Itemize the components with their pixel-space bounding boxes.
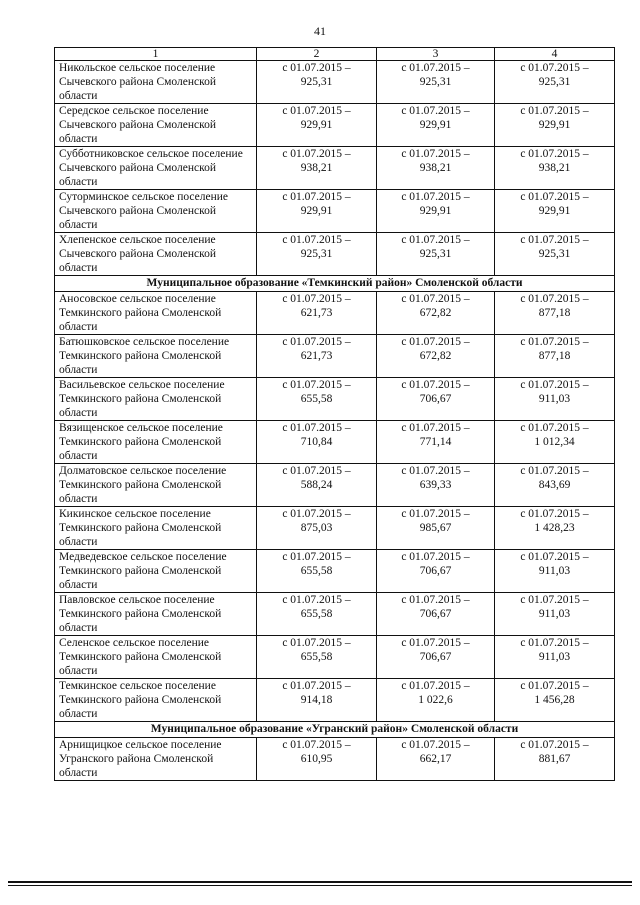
table-row xyxy=(55,190,615,233)
rate-cell-v4 xyxy=(495,593,615,636)
rate-start-date: с 01.07.2015 – xyxy=(520,594,589,606)
settlement-name: Середское сельское поселение Сычевского района Смоленской области xyxy=(55,104,257,147)
rate-cell-v3 xyxy=(377,61,495,104)
table-row xyxy=(55,104,615,147)
table-row xyxy=(55,507,615,550)
settlement-name: Хлепенское сельское поселение Сычевского района Смоленской области xyxy=(55,233,257,276)
rate-start-date: с 01.07.2015 – xyxy=(282,680,351,692)
settlement-name: Батюшковское сельское поселение Темкинского района Смоленской области xyxy=(55,335,257,378)
rate-value: 655,58 xyxy=(300,393,333,405)
table-header-row xyxy=(55,48,615,61)
rate-start-date: с 01.07.2015 – xyxy=(282,293,351,305)
rate-value: 655,58 xyxy=(300,565,333,577)
rate-start-date: с 01.07.2015 – xyxy=(520,148,589,160)
rate-start-date: с 01.07.2015 – xyxy=(282,105,351,117)
rate-cell-v4 xyxy=(495,104,615,147)
rate-start-date: с 01.07.2015 – xyxy=(520,336,589,348)
rate-cell-v4 xyxy=(495,636,615,679)
rate-value: 938,21 xyxy=(538,162,571,174)
rate-start-date: с 01.07.2015 – xyxy=(520,739,589,751)
rate-value: 1 428,23 xyxy=(534,522,575,534)
rate-value: 621,73 xyxy=(300,350,333,362)
rate-value: 639,33 xyxy=(419,479,452,491)
rate-value: 710,84 xyxy=(300,436,333,448)
rate-value: 881,67 xyxy=(538,753,571,765)
rate-cell-v2 xyxy=(257,507,377,550)
settlement-name: Вязищенское сельское поселение Темкинского района Смоленской области xyxy=(55,421,257,464)
rate-cell-v2 xyxy=(257,636,377,679)
rate-cell-v4 xyxy=(495,378,615,421)
rate-value: 877,18 xyxy=(538,350,571,362)
table-row xyxy=(55,550,615,593)
rate-start-date: с 01.07.2015 – xyxy=(520,62,589,74)
rate-value: 929,91 xyxy=(300,119,333,131)
rate-cell-v3 xyxy=(377,550,495,593)
rate-start-date: с 01.07.2015 – xyxy=(520,637,589,649)
rate-value: 929,91 xyxy=(419,119,452,131)
rate-cell-v3 xyxy=(377,679,495,722)
rate-start-date: с 01.07.2015 – xyxy=(401,637,470,649)
rate-cell-v3 xyxy=(377,292,495,335)
rate-start-date: с 01.07.2015 – xyxy=(520,234,589,246)
rate-cell-v4 xyxy=(495,679,615,722)
rate-start-date: с 01.07.2015 – xyxy=(520,508,589,520)
section-title: Муниципальное образование «Угранский район» Смоленской области xyxy=(55,722,615,738)
rate-start-date: с 01.07.2015 – xyxy=(520,680,589,692)
rate-value: 914,18 xyxy=(300,694,333,706)
rate-value: 911,03 xyxy=(538,393,571,405)
rate-value: 925,31 xyxy=(538,76,571,88)
rate-start-date: с 01.07.2015 – xyxy=(401,422,470,434)
rate-start-date: с 01.07.2015 – xyxy=(401,148,470,160)
column-header-1: 1 xyxy=(55,48,257,61)
footer-rule-thick xyxy=(8,881,632,883)
rate-value: 929,91 xyxy=(300,205,333,217)
rate-start-date: с 01.07.2015 – xyxy=(401,508,470,520)
rate-start-date: с 01.07.2015 – xyxy=(401,680,470,692)
section-title: Муниципальное образование «Темкинский район» Смоленской области xyxy=(55,276,615,292)
rate-value: 771,14 xyxy=(419,436,452,448)
rate-cell-v2 xyxy=(257,104,377,147)
rate-start-date: с 01.07.2015 – xyxy=(282,551,351,563)
rate-value: 843,69 xyxy=(538,479,571,491)
rate-start-date: с 01.07.2015 – xyxy=(401,105,470,117)
rate-value: 925,31 xyxy=(300,248,333,260)
rate-cell-v2 xyxy=(257,61,377,104)
rate-value: 925,31 xyxy=(538,248,571,260)
section-header-row xyxy=(55,722,615,738)
rate-value: 938,21 xyxy=(300,162,333,174)
rate-start-date: с 01.07.2015 – xyxy=(401,739,470,751)
rate-cell-v4 xyxy=(495,421,615,464)
rate-cell-v4 xyxy=(495,464,615,507)
rate-value: 929,91 xyxy=(538,205,571,217)
rate-cell-v2 xyxy=(257,464,377,507)
rate-start-date: с 01.07.2015 – xyxy=(282,637,351,649)
rate-value: 672,82 xyxy=(419,307,452,319)
rate-value: 672,82 xyxy=(419,350,452,362)
rate-cell-v4 xyxy=(495,550,615,593)
settlement-name: Суторминское сельское поселение Сычевского района Смоленской области xyxy=(55,190,257,233)
tariff-table xyxy=(54,47,615,781)
rate-start-date: с 01.07.2015 – xyxy=(282,336,351,348)
rate-cell-v4 xyxy=(495,507,615,550)
rate-cell-v4 xyxy=(495,147,615,190)
rate-value: 925,31 xyxy=(419,76,452,88)
rate-start-date: с 01.07.2015 – xyxy=(520,379,589,391)
rate-cell-v2 xyxy=(257,147,377,190)
rate-cell-v4 xyxy=(495,292,615,335)
rate-start-date: с 01.07.2015 – xyxy=(520,422,589,434)
rate-start-date: с 01.07.2015 – xyxy=(401,551,470,563)
rate-cell-v3 xyxy=(377,378,495,421)
rate-value: 706,67 xyxy=(419,393,452,405)
settlement-name: Медведевское сельское поселение Темкинского района Смоленской области xyxy=(55,550,257,593)
rate-value: 985,67 xyxy=(419,522,452,534)
table-row xyxy=(55,636,615,679)
table-row xyxy=(55,335,615,378)
table-row xyxy=(55,593,615,636)
rate-value: 929,91 xyxy=(419,205,452,217)
settlement-name: Павловское сельское поселение Темкинского района Смоленской области xyxy=(55,593,257,636)
rate-cell-v3 xyxy=(377,104,495,147)
rate-value: 1 022,6 xyxy=(418,694,453,706)
rate-cell-v3 xyxy=(377,335,495,378)
column-header-4: 4 xyxy=(495,48,615,61)
rate-start-date: с 01.07.2015 – xyxy=(282,594,351,606)
rate-start-date: с 01.07.2015 – xyxy=(520,105,589,117)
table-row xyxy=(55,738,615,781)
table-row xyxy=(55,292,615,335)
rate-value: 610,95 xyxy=(300,753,333,765)
settlement-name: Никольское сельское поселение Сычевского района Смоленской области xyxy=(55,61,257,104)
rate-cell-v2 xyxy=(257,679,377,722)
table-row xyxy=(55,378,615,421)
rate-cell-v3 xyxy=(377,636,495,679)
rate-start-date: с 01.07.2015 – xyxy=(520,293,589,305)
rate-cell-v3 xyxy=(377,507,495,550)
rate-cell-v4 xyxy=(495,61,615,104)
rate-cell-v2 xyxy=(257,292,377,335)
rate-cell-v3 xyxy=(377,464,495,507)
footer-rule-thin xyxy=(8,885,632,886)
rate-value: 911,03 xyxy=(538,565,571,577)
table-row xyxy=(55,61,615,104)
rate-value: 875,03 xyxy=(300,522,333,534)
rate-value: 925,31 xyxy=(419,248,452,260)
rate-value: 877,18 xyxy=(538,307,571,319)
rate-cell-v3 xyxy=(377,190,495,233)
rate-start-date: с 01.07.2015 – xyxy=(401,379,470,391)
rate-start-date: с 01.07.2015 – xyxy=(401,293,470,305)
rate-value: 929,91 xyxy=(538,119,571,131)
rate-value: 1 012,34 xyxy=(534,436,575,448)
rate-value: 925,31 xyxy=(300,76,333,88)
rate-value: 706,67 xyxy=(419,565,452,577)
rate-start-date: с 01.07.2015 – xyxy=(401,465,470,477)
table-row xyxy=(55,464,615,507)
rate-value: 1 456,28 xyxy=(534,694,575,706)
rate-cell-v2 xyxy=(257,421,377,464)
column-header-3: 3 xyxy=(377,48,495,61)
rate-cell-v4 xyxy=(495,190,615,233)
rate-cell-v2 xyxy=(257,738,377,781)
rate-cell-v2 xyxy=(257,190,377,233)
settlement-name: Арнищицкое сельское поселение Угранского района Смоленской области xyxy=(55,738,257,781)
table-body xyxy=(55,61,615,781)
rate-cell-v3 xyxy=(377,738,495,781)
rate-cell-v4 xyxy=(495,335,615,378)
rate-cell-v3 xyxy=(377,421,495,464)
rate-start-date: с 01.07.2015 – xyxy=(282,379,351,391)
rate-start-date: с 01.07.2015 – xyxy=(282,508,351,520)
page-number: 41 xyxy=(314,24,326,38)
rate-cell-v2 xyxy=(257,593,377,636)
rate-start-date: с 01.07.2015 – xyxy=(520,551,589,563)
column-header-2: 2 xyxy=(257,48,377,61)
settlement-name: Темкинское сельское поселение Темкинского района Смоленской области xyxy=(55,679,257,722)
rate-start-date: с 01.07.2015 – xyxy=(401,336,470,348)
rate-value: 706,67 xyxy=(419,651,452,663)
rate-start-date: с 01.07.2015 – xyxy=(520,465,589,477)
rate-cell-v3 xyxy=(377,233,495,276)
rate-cell-v3 xyxy=(377,593,495,636)
table-row xyxy=(55,679,615,722)
settlement-name: Кикинское сельское поселение Темкинского района Смоленской области xyxy=(55,507,257,550)
rate-start-date: с 01.07.2015 – xyxy=(282,191,351,203)
rate-start-date: с 01.07.2015 – xyxy=(282,422,351,434)
rate-cell-v2 xyxy=(257,378,377,421)
section-header-row xyxy=(55,276,615,292)
rate-cell-v2 xyxy=(257,335,377,378)
table-row xyxy=(55,421,615,464)
settlement-name: Субботниковское сельское поселение Сычевского района Смоленской области xyxy=(55,147,257,190)
rate-start-date: с 01.07.2015 – xyxy=(401,62,470,74)
rate-start-date: с 01.07.2015 – xyxy=(401,234,470,246)
rate-value: 621,73 xyxy=(300,307,333,319)
rate-start-date: с 01.07.2015 – xyxy=(401,594,470,606)
rate-start-date: с 01.07.2015 – xyxy=(282,148,351,160)
rate-value: 911,03 xyxy=(538,651,571,663)
rate-cell-v2 xyxy=(257,233,377,276)
rate-cell-v2 xyxy=(257,550,377,593)
rate-value: 938,21 xyxy=(419,162,452,174)
rate-cell-v4 xyxy=(495,738,615,781)
rate-value: 655,58 xyxy=(300,651,333,663)
settlement-name: Долматовское сельское поселение Темкинского района Смоленской области xyxy=(55,464,257,507)
rate-start-date: с 01.07.2015 – xyxy=(282,739,351,751)
rate-value: 662,17 xyxy=(419,753,452,765)
rate-value: 911,03 xyxy=(538,608,571,620)
rate-start-date: с 01.07.2015 – xyxy=(282,465,351,477)
rate-start-date: с 01.07.2015 – xyxy=(282,62,351,74)
rate-start-date: с 01.07.2015 – xyxy=(401,191,470,203)
rate-value: 706,67 xyxy=(419,608,452,620)
rate-start-date: с 01.07.2015 – xyxy=(282,234,351,246)
table-row xyxy=(55,233,615,276)
settlement-name: Аносовское сельское поселение Темкинского района Смоленской области xyxy=(55,292,257,335)
rate-cell-v3 xyxy=(377,147,495,190)
rate-value: 655,58 xyxy=(300,608,333,620)
rate-cell-v4 xyxy=(495,233,615,276)
rate-value: 588,24 xyxy=(300,479,333,491)
settlement-name: Васильевское сельское поселение Темкинского района Смоленской области xyxy=(55,378,257,421)
table-row xyxy=(55,147,615,190)
settlement-name: Селенское сельское поселение Темкинского района Смоленской области xyxy=(55,636,257,679)
rate-start-date: с 01.07.2015 – xyxy=(520,191,589,203)
